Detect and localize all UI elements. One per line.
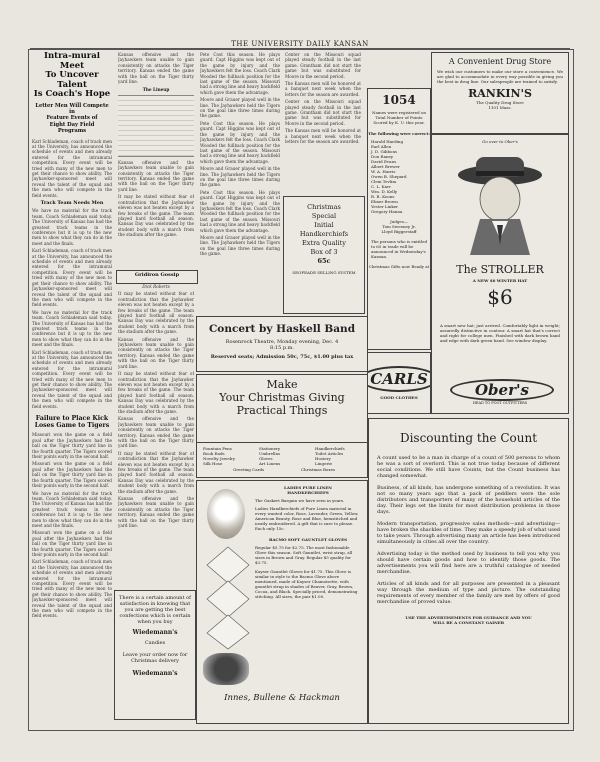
gifts-ready: Christmas Gifts now Ready at (368, 264, 430, 269)
article-body: It may be stated without fear of contradiction that the Jayhawker eleven was not beaten except by a few breaks of the game. The team played hard football all season. Kansas Day was celebrated by the student body with a march from the stadium after the game. (118, 450, 194, 494)
gifts-list (196, 442, 368, 478)
article-body: The Kansas men will be honored at a banquet next week when the letters for the season are awarded. (285, 128, 361, 145)
article-body: It may be stated without fear of contradiction that the Jayhawker eleven was not beaten except by a few breaks of the game. The team played hard football all season. Kansas Day was celebrated by the student body with a march from the stadium after the game. (118, 371, 194, 414)
carls-tagline: GOOD CLOTHES (380, 395, 418, 400)
article-body: It may be stated without fear of contradiction that the Jayhawker eleven was not beaten except by a few breaks of the game. The team played hard football all season. Kansas Day was celebrated by the student body with a march from the stadium after the game. (118, 291, 194, 335)
article-body: Moore and Grauer played well in the line. The Jayhawkers held the Tigers on the goal line three times during the game. (200, 166, 280, 188)
discount-para: Articles of all kinds and for all purposes are presented in a pleasant way through the medium of type and picture. The outstanding requirements of every member of the family are met by offers of good merchandise of proved value. (377, 581, 560, 605)
widemans-ad (114, 590, 196, 720)
gift-item: Hosiery (315, 456, 331, 461)
article-body: Missouri won the game on a field goal after the Jayhawkers had the ball on the Tiger thirty yard line in the fourth quarter. The Tigers scored their points early in the second half. (32, 461, 112, 489)
discount-closing: USE THE ADVERTISEMENTS FOR GUIDANCE AND YOU (405, 615, 532, 620)
article-body: Center on the Missouri squad played steady football in the last game. Grantham did not start the game but was substituted for Moore in the second period. (285, 52, 361, 79)
article-body: Kansas offensive and the Jayhawkers team unable to gain consistently on attacks the Tiger territory. Kansas ended the game with the ball on the Tiger thirty yard line. (118, 496, 194, 529)
haskell-time: 8:15 p.m. (270, 345, 294, 351)
rankins-ad (431, 52, 569, 134)
gift-item: Book Ends (203, 451, 225, 456)
obers-logo: Ober's (450, 379, 554, 401)
drug-store-title: A Convenient Drug Store (448, 57, 552, 66)
stroller-body: A smart new hat; just arrived. Comfortably light in weight; assuredly distinctive in contour. A smart hat that's correct and right for college men. Finished with dark brown band and edge with dark green band. See window display. (440, 323, 560, 343)
rankins-tagline: The Quality Drug Store (476, 100, 524, 105)
lineup-table (118, 95, 194, 157)
winner-name: Yester Linker (371, 204, 399, 209)
gossip-header-box (116, 270, 198, 284)
article-body: Pete Cost this season. He plays guard. Capt Higgins was kept out of the game by injury and the Jayhawkers felt the loss. Coach Clark Wooded the fullback position for the last game of the season. Missouri had a strong line and heavy backfield which gave them the advantage. (200, 120, 280, 164)
article-body: Center on the Missouri squad played steady football in the last game. Grantham did not start the game but was substituted for Moore in the second period. (285, 99, 361, 126)
christmas-handkerchief-ad (283, 196, 365, 314)
sports-column-4 (285, 52, 361, 194)
rankins-name: RANKIN'S (468, 87, 532, 100)
ad-price: 65c (317, 257, 331, 265)
stroller-title: The STROLLER (456, 263, 544, 276)
gauntlet-text: Regular $5.75 for $2.75. The most fashionable Glove this season. Soft Gauntlet, wrist strap, all sizes in Brown and Gray. Regular $5 quality for $3.75. (255, 545, 353, 565)
sports-column-1 (32, 52, 112, 722)
gift-item: Lingerie (315, 461, 332, 466)
article-body: It may be stated without fear of contradiction that the Jayhawker eleven was not beaten except by a few breaks of the game. The team played hard football all season. Kansas Day was celebrated by the student body with a march from the stadium after the game. (118, 194, 194, 238)
points-following: The following were correct: (368, 131, 430, 136)
head-line: LADIES PURE LINEN (284, 485, 332, 490)
gift-item: Stationery (259, 446, 281, 451)
article-body: The Kansas men will be honored at a banquet next week when the letters for the season are awarded. (285, 81, 361, 97)
gift-item: Handkerchiefs (315, 446, 345, 451)
winner-name: Owen B. Shepard (371, 174, 407, 179)
second-headline (32, 415, 112, 429)
points-line: Scored by K. U. this year. (373, 120, 425, 125)
ad-line: Special (311, 212, 337, 220)
article-body: Moore and Grauer played well in the line. The Jayhawkers held the Tigers on the goal line three times during the game. (200, 235, 280, 257)
ad-line: Box of 3 (310, 248, 338, 256)
gift-item: Gloves (259, 456, 273, 461)
gift-item: Silk Hose (203, 461, 223, 466)
hanky-head (255, 485, 361, 495)
winner-name: Albert Brewer (371, 164, 400, 169)
head-line: HANDKERCHIEFS (287, 490, 329, 495)
sports-column-2-top (118, 52, 194, 267)
obers-tagline: HEAD TO FOOT OUTFITTERS (472, 401, 528, 405)
article-subhead: Track Team Needs Men (40, 200, 104, 206)
winner-name: W. A. Harris (371, 169, 396, 174)
winner-name: David Evans (371, 159, 397, 164)
discount-para: A count used to be a man in charge of a count of 500 persons to whom he was a sort of overlord. This is not true today because of different social conditions. We still have Counts, but the Count business has changed somewhat. (377, 455, 560, 479)
haskell-band-ad (196, 316, 368, 372)
article-body: We have no material for the track team. Coach Schlademan said today. The University of Kansas has had the greatest track teams in the conference but it is up to the new men to show what they can do in the meet and the finals. (32, 490, 112, 528)
article-body: Kansas offensive and the Jayhawkers team unable to gain consistently on attacks the Tiger territory. Kansas ended the game with the ball on the Tiger thirty yard line. (118, 336, 194, 369)
store-name: SEOFEADE SELLING SYSTEM (292, 270, 356, 275)
subhead-line: Programs (57, 128, 87, 135)
stroller-hat-ad (431, 134, 569, 414)
discount-para: Modern transportation, progressive sales methods—and advertising—have broken the shackles of time. They make a speedy job of what used to take years. Through advertising many an article has been introduced simultaneously in cities all over the country. (377, 521, 560, 545)
ad-line: Christmas (307, 203, 341, 211)
headline-line: Is Coach's Hope (33, 89, 111, 99)
judge-name: Lloyd Biggerstaff (381, 229, 417, 234)
discounting-ad (368, 418, 569, 724)
gift-item: Greeting Cards (233, 467, 265, 472)
gift-item: Umbrellas (259, 451, 280, 456)
widemans-name-2: Wiedemann's (132, 670, 178, 677)
article-body: Missouri won the game on a field goal after the Jayhawkers had the ball on the Tiger thirty yard line in the fourth quarter. The Tigers scored their points early in the second half. (32, 432, 112, 460)
widemans-name: Wiedemann's (132, 629, 178, 636)
gift-item: Art Linens (259, 461, 281, 466)
gift-item: Toilet Articles (315, 451, 344, 456)
article-body: Karl Schlademan, coach of track men at the University, has announced the schedule of events and men already entered for the intramural competition. Every event will be tried with many of the new men to get their chance to show ability. The Jayhawker-sponsored meet will reveal the talent of the squad and the men who will compete in the field events. (32, 138, 112, 198)
widemans-text: There is a certain amount of satisfaction in knowing that you are getting the best confections which is certain when you buy (119, 595, 191, 625)
masthead: THE UNIVERSITY DAILY KANSAN (30, 40, 570, 49)
headline-line: Loses Game to Tigers (34, 422, 110, 430)
article-body: Karl Schlademan, coach of track men at the University, has announced the schedule of events and men already entered for the intramural competition. Every event will be tried with many of the new men to get their chance to show ability. The Jayhawker-sponsored meet will reveal the talent of the squad and the men who will compete in the field events. (32, 349, 112, 409)
subhead-line: Letter Men Will Compete in (35, 102, 109, 115)
winner-name: Clem Tevlim (371, 179, 397, 184)
article-body: Kansas offensive and the Jayhawkers team unable to gain consistently on attacks the Tiger territory. Kansas ended the game with the ball on the Tiger thirty yard line. (118, 52, 194, 85)
gifts-col-a (203, 446, 235, 466)
winner-name: Harold Harding (371, 139, 404, 144)
article-body: Karl Schlademan, coach of track men at the University, has announced the schedule of events and men already entered for the intramural competition. Every event will be tried with many of the new men to get their chance to show ability. The Jayhawker-sponsored meet will reveal the talent of the squad and the men who will compete in the field events. (32, 559, 112, 619)
christmas-lines (284, 203, 364, 266)
gifts-col-b (259, 446, 280, 466)
ad-line: Extra Quality (302, 239, 346, 247)
points-line: Total Number of Points (375, 115, 423, 120)
haskell-admission: Reserved seats; Admission 50c, 75c, $1.00 plus tax (210, 354, 354, 360)
kayser-text: Kayser Gauntlet Gloves for $1.75. This Glove is similar in style to the Bacmo Glove above mentioned, made of Kayser Chamoisette, with gauntlet strap in shades of Beaver, Gray, Brown, Cocoa, and Black. Specially priced, demonstrating stitching. All sizes, the pair $1.00. (255, 569, 358, 599)
ad-line: Handkerchiefs (299, 230, 349, 238)
stroller-caption: Go over to Ober's (482, 139, 518, 144)
lineup-label: The Lineup (142, 87, 170, 93)
sports-column-3 (200, 52, 280, 314)
gift-item: Novelty Jewelry (203, 456, 236, 461)
article-body: Pete Cost this season. He plays guard. Capt Higgins was kept out of the game by injury and the Jayhawkers felt the loss. Coach Clark Wooded the fullback position for the last game of the season. Missouri had a strong line and heavy backfield which gave them the advantage. (200, 189, 280, 233)
innes-handkerchief-text (255, 485, 361, 599)
article-body: We have no material for the track team. Coach Schlademan said today. The University of Kansas has had the greatest track teams in the conference but it is up to the new men to show what they can do in the meet and the finals. (32, 208, 112, 246)
haskell-venue: Rosenrock Theatre, Monday evening, Dec. 4 (225, 339, 339, 345)
refund-note: The persons who is entitled to 65 in trade will be announced in Wednesday's Kansan. (371, 239, 428, 259)
headline-line: To Uncover Talent (45, 70, 99, 90)
haskell-title: Concert by Haskell Band (208, 323, 356, 335)
judges-label: Judges— (390, 219, 408, 224)
winners-list (371, 139, 427, 214)
discount-title: Discounting the Count (399, 431, 538, 445)
stroller-subtitle: A NEW $6 WINTER HAT (472, 278, 528, 283)
article-body: Pete Cost this season. He plays guard. Capt Higgins was kept out of the game by injury and the Jayhawkers felt the loss. Coach Clark Wooded the fullback position for the last game of the season. Missouri had a strong line and heavy backfield which gave them the advantage. (200, 52, 280, 95)
practical-gifts-ad (196, 374, 368, 444)
title-line: Your Christmas Giving (219, 391, 345, 404)
subhead-line: Eight Day Field (49, 121, 95, 128)
gauntlet-head: BACMO SOFT GAUNTLET GLOVES (268, 537, 348, 542)
winner-name: Don Raney (371, 154, 394, 159)
carls-ad (367, 352, 431, 414)
discount-para: Advertising today is the method used by business to tell you why you should have certain goods and how to identify those goods. The advertisements you will find here are a truthful catalogue of needed merchandise. (377, 551, 560, 575)
main-headline (32, 52, 112, 100)
rankins-address: 1101 Mass. (488, 105, 512, 110)
drug-store-body: We wish our customers to make our store a convenience. We are glad to accommodate in every way possible in giving you the best in drug line. Our salespeople are trained to satisfy. (437, 69, 563, 84)
subhead-line: Feature Events of (46, 115, 98, 122)
gifts-title (197, 378, 367, 417)
discount-closing: WILL BE A CONSTANT GAINER (432, 620, 505, 625)
article-body: Missouri won the game on a field goal after the Jayhawkers had the ball on the Tiger thirty yard line in the fourth quarter. The Tigers scored their points early in the second half. (32, 530, 112, 557)
carls-logo: CARLS (367, 366, 431, 392)
points-number: 1054 (382, 93, 416, 107)
handkerchief-illustration (207, 489, 245, 539)
hanky-text-2: Ladies Handkerchiefs of Pure Linen material in every wanted color, Rose, Lavender, Green, Yellow, American Beauty, Rose and Blue, hemstitched and neatly embroidered. A gift that is sure to please. Each only 15c. (255, 506, 359, 531)
gift-item: Fountain Pens (203, 446, 232, 451)
gossip-column (118, 284, 194, 584)
winner-name: C. L. Karr (371, 184, 391, 189)
gossip-title: Gridiron Gossip (134, 272, 180, 278)
article-body: We have no material for the track team. Coach Schlademan said today. The University of Kansas has had the greatest track teams in the conference but it is up to the new men to show what they can do in the meet and the finals. (32, 309, 112, 348)
winner-name: Gregory Hanna (371, 209, 403, 214)
headline-line: Failure to Place Kick (35, 415, 109, 423)
headline-line: Intra-mural Meet (44, 52, 100, 71)
widemans-order: Leave your order now for Christmas delivery (122, 652, 188, 664)
gifts-col-c (315, 446, 345, 466)
ad-line: Initial (314, 221, 334, 229)
stroller-price: $6 (487, 285, 513, 309)
innes-signature: Innes, Bullene & Hackman (224, 693, 340, 703)
title-line: Make (266, 378, 298, 391)
article-body: Moore and Grauer played well in the line. The Jayhawkers held the Tigers on the goal line three times during the game. (200, 97, 280, 119)
winner-name: Wm. D. Kelly (371, 189, 398, 194)
judge-name: Tom Sweeney Jr. (382, 224, 416, 229)
handkerchief-stack-illustration (205, 545, 251, 651)
winner-name: Elmer Brown (371, 199, 398, 204)
hanky-text-1: The Gaskert Bargain we have seen in years. (255, 498, 345, 503)
main-subhead (32, 103, 112, 135)
widemans-candies: Candies (144, 640, 166, 646)
innes-ad (196, 480, 368, 724)
winner-name: Earl Allen (371, 144, 392, 149)
glove-illustration (203, 653, 249, 685)
winner-name: R. R. Koons (371, 194, 395, 199)
points-contest-box (367, 88, 431, 350)
gift-item: Christmas Boxes (301, 467, 336, 472)
discount-para: Business, of all kinds, has undergone something of a revolution. It was not so many years ago that a pack of peddlers were the sole distributors and transporters of many of the household articles of the day. Their legs set the limits for most distribution problems in those days. (377, 485, 560, 515)
gossip-byline: Dick Roberts (142, 284, 170, 289)
points-line: Names were registered on (372, 110, 426, 115)
article-body: Kansas offensive and the Jayhawkers team unable to gain consistently on attacks the Tiger territory. Kansas ended the game with the ball on the Tiger thirty yard line. (118, 416, 194, 449)
article-body: Karl Schlademan, coach of track men at the University, has announced the schedule of events and men already entered for the intramural competition. Every event will be tried with many of the new men to get their chance to show ability. The Jayhawker-sponsored meet will reveal the talent of the squad and the men who will compete in the field events. (32, 248, 112, 308)
article-body: Kansas offensive and the Jayhawkers team unable to gain consistently on attacks the Tiger territory. Kansas ended the game with the ball on the Tiger thirty yard line. (118, 159, 194, 192)
title-line: Practical Things (236, 404, 328, 417)
man-in-hat-illustration (440, 147, 560, 257)
winner-name: J. D. Gibbons (371, 149, 398, 154)
